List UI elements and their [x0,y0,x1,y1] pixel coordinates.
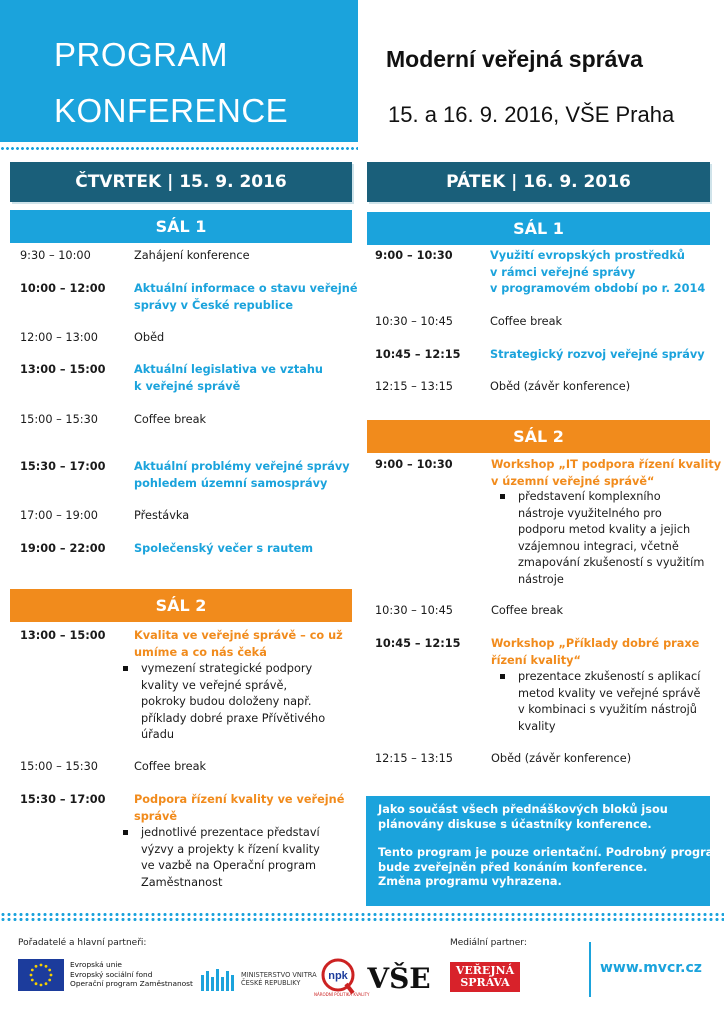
info-line: Jako součást všech přednáškových bloků jsou [378,803,668,816]
list-item [494,669,701,735]
item-title: Zahájení konference [134,249,250,262]
item-time: 15:30 – 17:00 [20,793,106,806]
item-title-line2: správě [134,809,178,823]
item-time: 9:00 – 10:30 [375,458,453,471]
bullet-line: Zaměstnanost [141,875,223,889]
bullet-line: vymezení strategické podpory [141,662,313,675]
footer-divider [589,942,591,997]
program-title-line1: PROGRAM [54,36,229,73]
bullet-line: v kombinaci s využitím nástrojů [518,703,697,716]
bullet-line: ve vazbě na Operační program [141,859,317,872]
item-title-line2: v územní veřejné správě“ [491,474,655,488]
program-title-line2: KONFERENCE [54,92,289,129]
npk-logo-text: npk [328,970,348,982]
ministry-interior-logo-text [241,971,317,987]
item-title: Oběd [134,331,165,344]
mvcr-line: MINISTERSTVO VNITRA [241,971,317,979]
item-time: 12:15 – 13:15 [375,752,453,765]
item-title: Coffee break [134,760,207,773]
item-time: 9:30 – 10:00 [20,249,91,262]
item-time: 10:30 – 10:45 [375,315,453,328]
item-time: 15:00 – 15:30 [20,760,98,773]
npk-subtitle: NÁRODNÍ POLITIKA KVALITY [314,992,370,997]
vs-logo-line: VEŘEJNÁ [455,964,515,977]
item-title-line3: v programovém období po r. 2014 [490,282,706,295]
item-title-line2: k veřejné správě [134,379,241,393]
bullet-line: metod kvality ve veřejné správě [518,686,701,700]
item-time: 10:45 – 12:15 [375,637,461,650]
item-time: 12:00 – 13:00 [20,331,98,344]
item-time: 9:00 – 10:30 [375,249,453,262]
item-time: 10:45 – 12:15 [375,348,461,361]
item-time: 15:30 – 17:00 [20,460,106,473]
verejna-sprava-logo [450,962,520,992]
item-title-line2: pohledem územní samosprávy [134,476,328,490]
item-title-line2: v rámci veřejné správy [490,265,636,279]
item-title: Coffee break [134,413,207,426]
item-time: 12:15 – 13:15 [375,380,453,393]
info-paragraph-2 [378,846,725,890]
list-item [117,825,320,891]
item-title-line1: Workshop „IT podpora řízení kvality [491,458,722,471]
item-time: 19:00 – 22:00 [20,542,106,555]
item-title-line2: umíme a co nás čeká [134,645,267,659]
item-time: 13:00 – 15:00 [20,363,106,376]
npk-quality-logo-icon [318,957,358,997]
thursday-heading: ČTVRTEK | 15. 9. 2016 [10,162,352,202]
item-title: Coffee break [491,604,564,617]
bullet-line: prezentace zkušeností s aplikací [518,670,701,683]
item-title: Oběd (závěr konference) [491,752,632,765]
item-title: Společenský večer s rautem [134,542,314,555]
organizers-label: Pořadatelé a hlavní partneři: [18,938,147,948]
item-title: Strategický rozvoj veřejné správy [490,348,705,361]
bullet-line: zmapování zkušeností s využitím [518,556,705,569]
eu-flag-icon [18,959,64,991]
mvcr-line: ČESKÉ REPUBLIKY [241,979,301,987]
item-title-line1: Aktuální legislativa ve vztahu [134,363,323,376]
bullet-line: kvality [518,719,556,733]
vse-university-logo-icon [367,960,431,995]
item-bullet-list [117,661,325,744]
item-bullet-list [494,669,701,735]
media-partner-label: Mediální partner: [450,938,527,948]
friday-heading: PÁTEK | 16. 9. 2016 [367,162,710,202]
bullet-line: výzvy a projekty k řízení kvality [141,842,320,856]
header-dotted-stripe [0,146,358,152]
item-time: 10:00 – 12:00 [20,282,106,295]
ministry-interior-logo-icon [200,965,236,991]
thursday-hall1-label: SÁL 1 [10,210,352,243]
item-title-line1: Podpora řízení kvality ve veřejné [134,793,345,806]
eu-logo-text [70,960,193,989]
friday-hall2-label: SÁL 2 [367,420,710,453]
info-paragraph-1 [378,803,698,832]
item-title-line2: správy v České republice [134,298,293,312]
bullet-line: úřadu [141,728,175,741]
eu-line: Operační program Zaměstnanost [70,979,193,988]
item-title: Coffee break [490,315,563,328]
vs-logo-line: SPRÁVA [460,976,510,989]
bullet-line: představení komplexního [518,490,661,503]
bullet-line: kvality ve veřejné správě, [141,678,288,692]
friday-hall1-label: SÁL 1 [367,212,710,245]
bullet-line: vzájemnou integraci, včetně [518,539,679,553]
item-bullet-list [117,825,320,891]
bullet-line: jednotlivé prezentace představí [141,826,320,839]
list-item [494,489,704,588]
bullet-line: pokroky budou doloženy např. [141,695,312,708]
bullet-line: příklady dobré praxe Přívětivého [141,711,326,725]
item-time: 15:00 – 15:30 [20,413,98,426]
item-title-line2: řízení kvality“ [491,653,581,667]
program-header-box [0,0,358,148]
conference-title: Moderní veřejná správa [386,46,643,72]
vse-logo-text: VŠE [367,962,431,995]
info-line: plánovány diskuse s účastníky konference. [378,817,652,831]
item-time: 13:00 – 15:00 [20,629,106,642]
item-bullet-list [494,489,704,588]
item-title-line1: Aktuální informace o stavu veřejné [134,282,358,295]
conference-date: 15. a 16. 9. 2016, VŠE Praha [388,102,675,127]
item-title-line1: Workshop „Příklady dobré praxe [491,637,700,650]
info-note-box [366,796,725,906]
item-title-line1: Aktuální problémy veřejné správy [134,460,350,473]
footer-dotted-divider [0,912,724,922]
item-title-line1: Využití evropských prostředků [490,249,685,262]
info-line: Změna programu vyhrazena. [378,875,562,888]
bullet-line: nástroje [518,572,564,586]
item-title: Oběd (závěr konference) [490,380,631,393]
item-title: Přestávka [134,509,190,522]
mvcr-website-link[interactable]: www.mvcr.cz [600,960,702,976]
bullet-line: podporu metod kvality a jejich [518,523,691,536]
info-line: bude zveřejněn před konáním konference. [378,860,648,874]
info-line: Tento program je pouze orientační. Podrobný program [378,846,725,859]
item-title-line1: Kvalita ve veřejné správě – co už [134,629,343,642]
bullet-line: nástroje využitelného pro [518,506,662,520]
list-item [117,661,325,744]
thursday-hall2-label: SÁL 2 [10,589,352,622]
item-time: 10:30 – 10:45 [375,604,453,617]
eu-line: Evropská unie [70,960,122,969]
eu-line: Evropský sociální fond [70,969,153,979]
item-time: 17:00 – 19:00 [20,509,98,522]
